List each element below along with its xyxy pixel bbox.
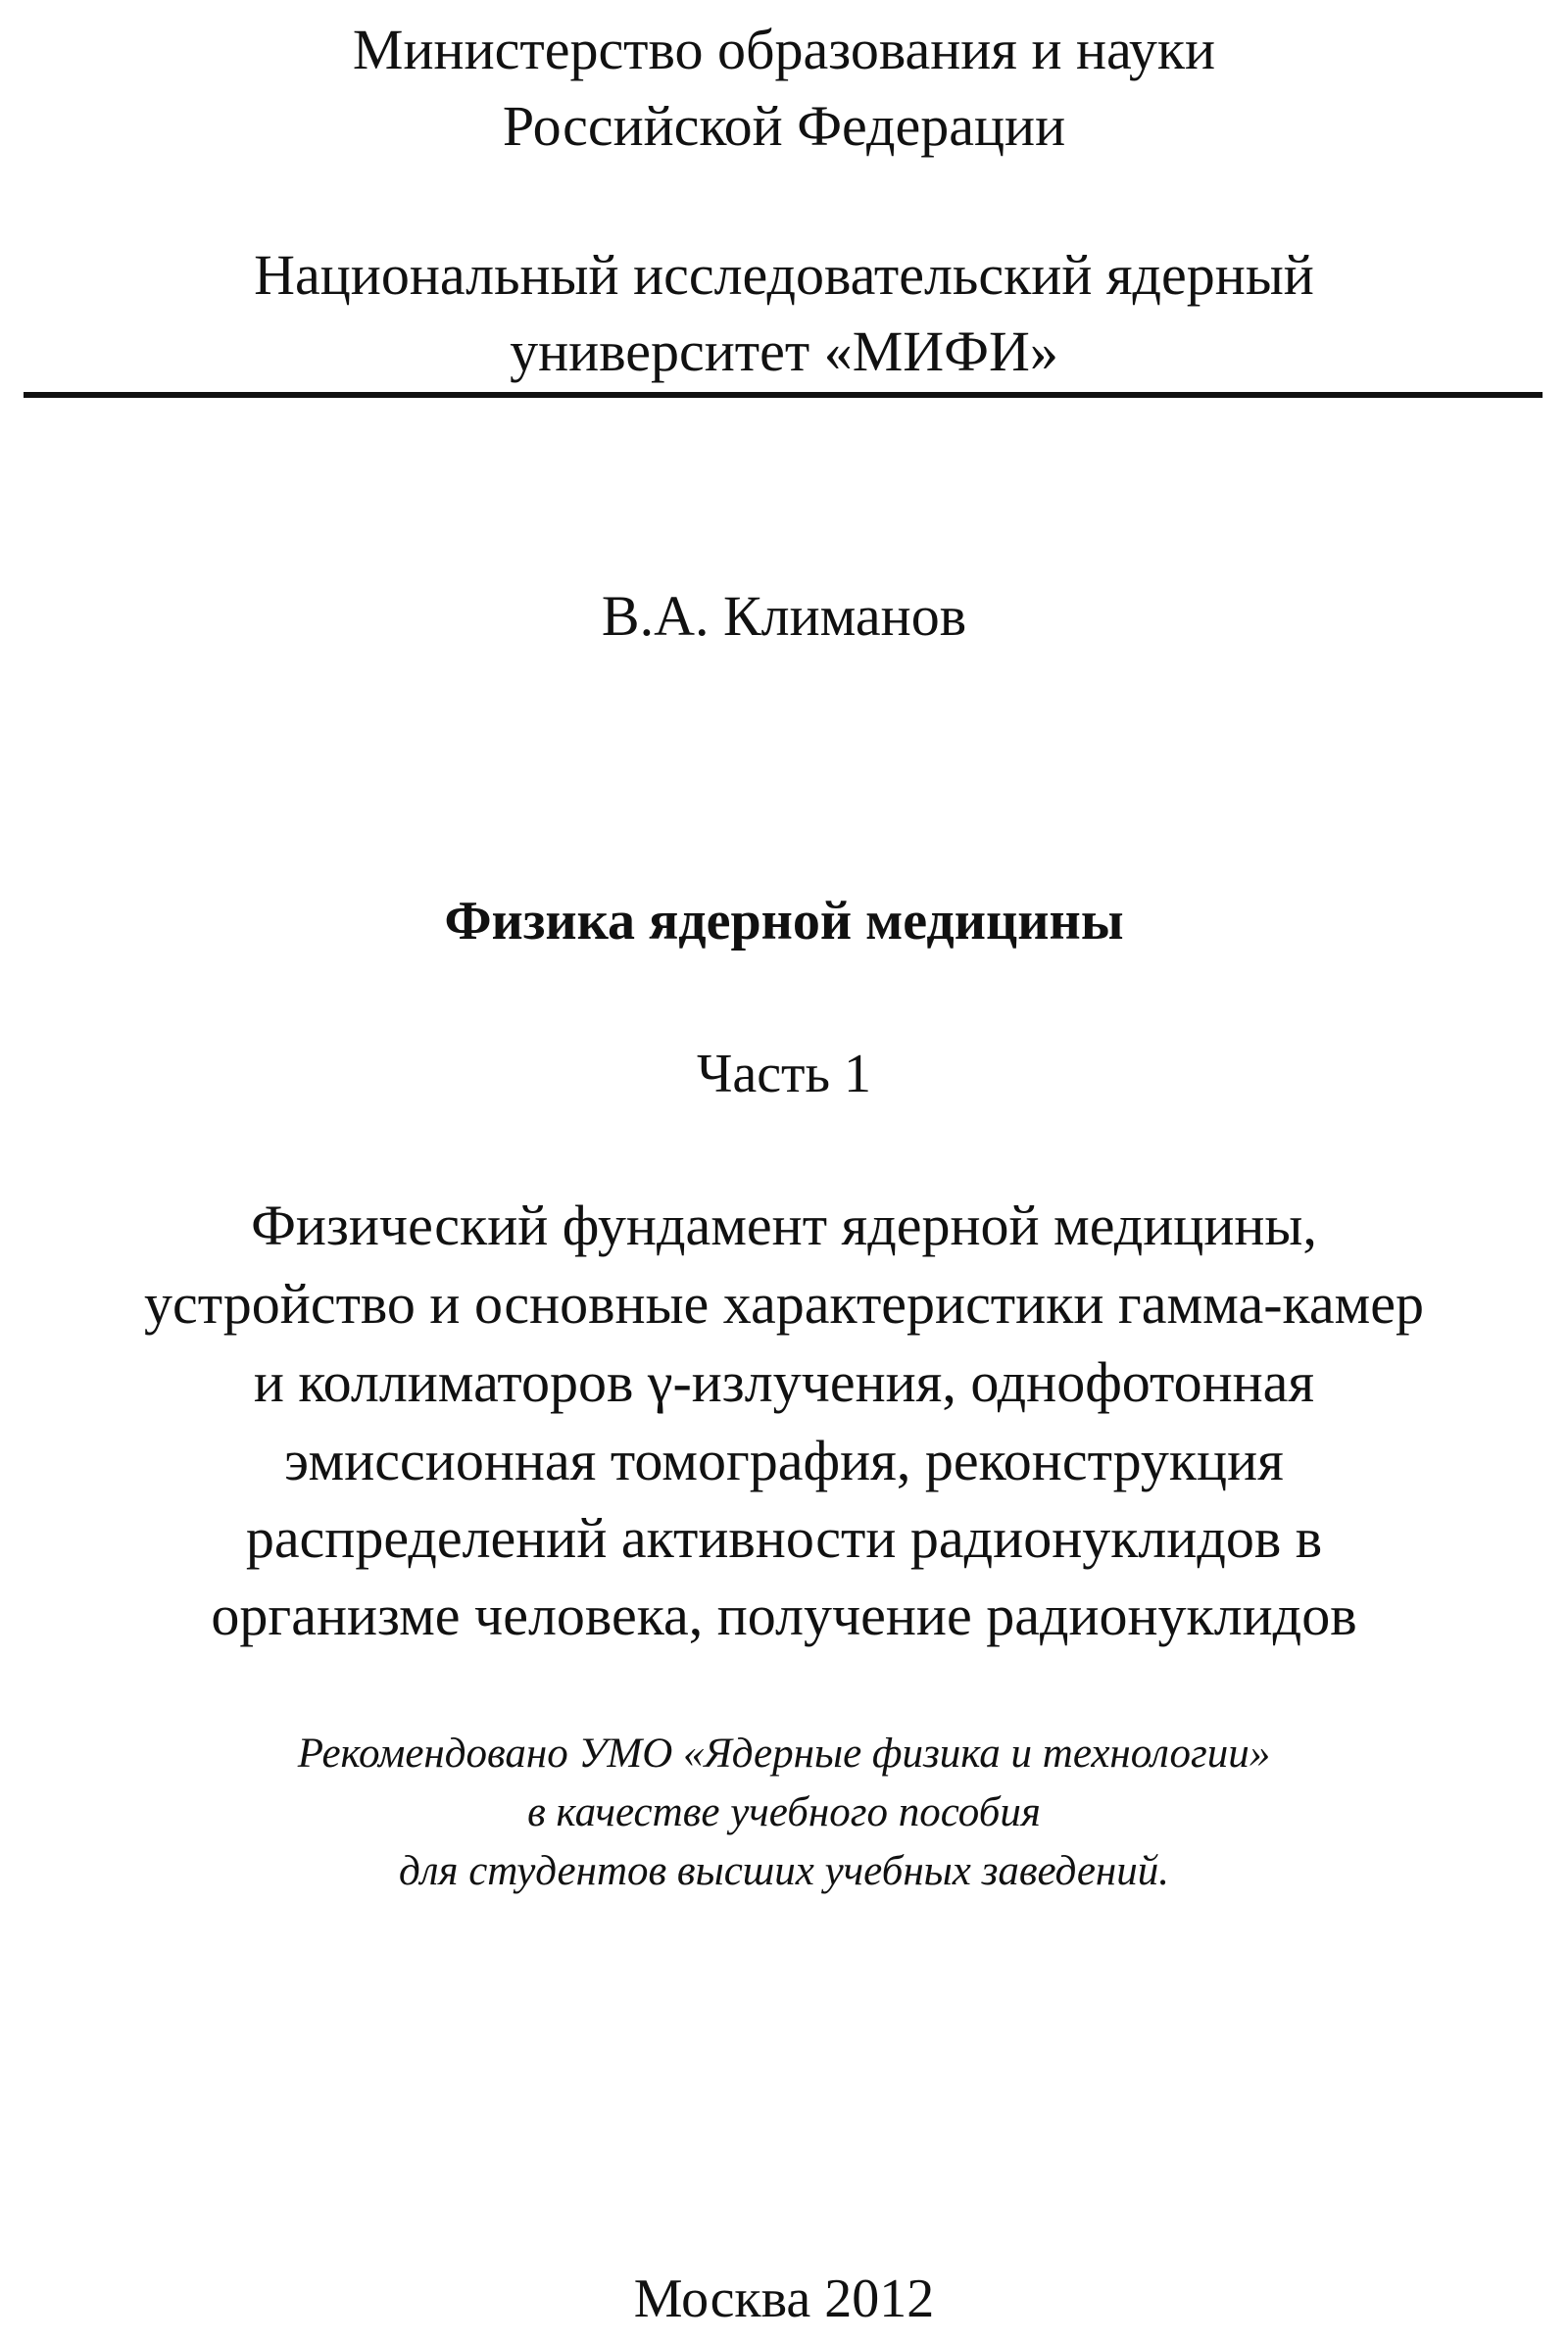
publication-place-year: Москва 2012 xyxy=(633,2269,935,2329)
description-line-2: устройство и основные характеристики гамма-камер xyxy=(143,1272,1425,1336)
description-line-3: и коллиматоров γ-излучения, однофотонная xyxy=(253,1350,1315,1414)
header-divider xyxy=(24,392,1543,398)
author-name: В.А. Климанов xyxy=(601,584,967,648)
part-label: Часть 1 xyxy=(696,1044,872,1104)
ministry-line-1: Министерство образования и науки xyxy=(352,18,1216,81)
description-line-5: распределений активности радионуклидов в xyxy=(245,1506,1323,1570)
university-line-1: Национальный исследовательский ядерный xyxy=(254,243,1314,307)
description-line-4: эмиссионная томография, реконструкция xyxy=(284,1429,1284,1492)
ministry-line-2: Российской Федерации xyxy=(502,94,1066,158)
description-line-6: организме человека, получение радионуклидов xyxy=(211,1584,1357,1647)
university-line-2: университет «МИФИ» xyxy=(510,319,1058,383)
description-line-1: Физический фундамент ядерной медицины, xyxy=(251,1194,1317,1257)
book-title: Физика ядерной медицины xyxy=(444,891,1124,951)
recommendation-line-2: в качестве учебного пособия xyxy=(527,1789,1041,1835)
recommendation-line-3: для студентов высших учебных заведений. xyxy=(398,1848,1170,1894)
recommendation-line-1: Рекомендовано УМО «Ядерные физика и технологии» xyxy=(297,1731,1271,1777)
